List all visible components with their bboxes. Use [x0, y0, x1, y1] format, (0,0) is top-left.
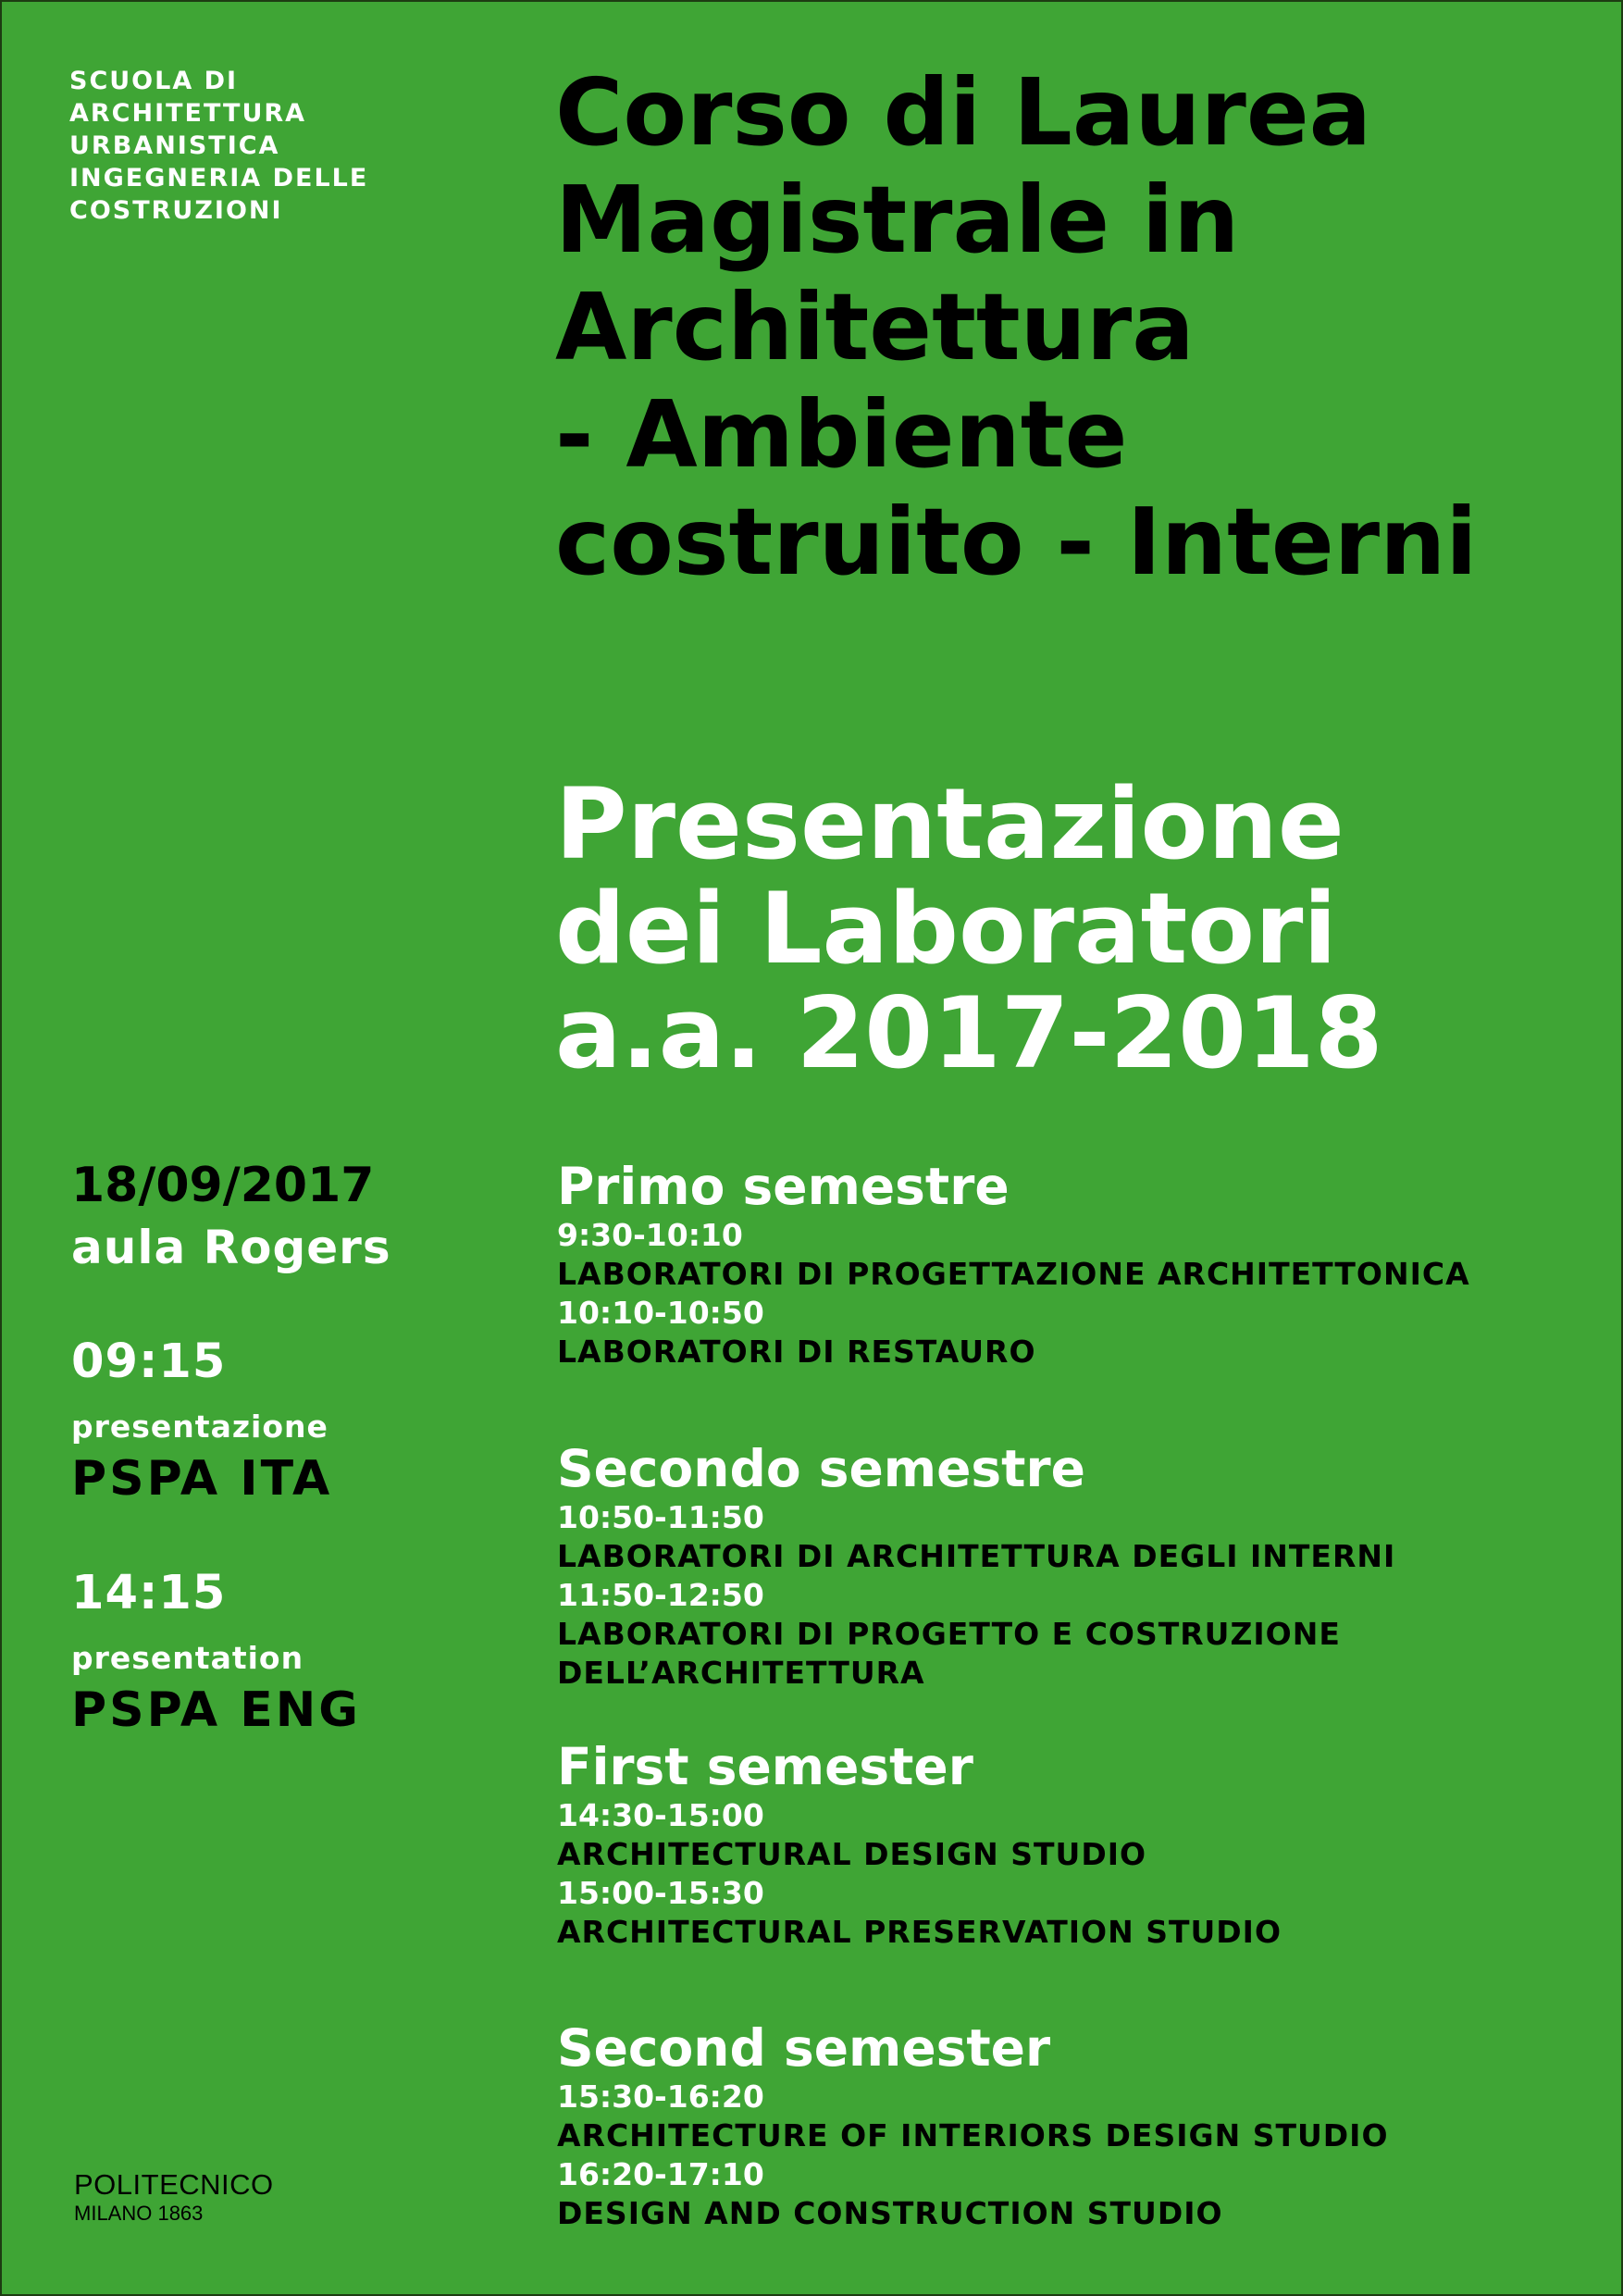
event-date: 18/09/2017: [71, 1158, 375, 1213]
course-title: [555, 59, 1610, 596]
slot-title: ARCHITECTURE OF INTERIORS DESIGN STUDIO: [557, 2117, 1389, 2153]
session-program: PSPA ITA: [71, 1451, 333, 1507]
slot-time: 11:50-12:50: [557, 1577, 764, 1613]
course-title-line: - Ambiente: [555, 380, 1128, 489]
session-program: PSPA ENG: [71, 1682, 361, 1738]
schedule-section: [557, 1157, 1593, 1371]
event-title: [555, 767, 1610, 1090]
slot-time: 16:20-17:10: [557, 2156, 764, 2192]
section-heading: Secondo semestre: [557, 1439, 1085, 1498]
slot-title: LABORATORI DI ARCHITETTURA DEGLI INTERNI: [557, 1538, 1396, 1574]
course-title-line: Magistrale in: [555, 166, 1240, 274]
course-title-line: Architettura: [555, 273, 1195, 381]
slot-time: 10:10-10:50: [557, 1295, 764, 1331]
slot-time: 10:50-11:50: [557, 1499, 764, 1535]
slot-title: LABORATORI DI PROGETTAZIONE ARCHITETTONICA: [557, 1256, 1470, 1292]
course-title-line: Corso di Laurea: [555, 58, 1372, 167]
schedule-section: [557, 2018, 1593, 2233]
slot-time: 14:30-15:00: [557, 1797, 764, 1833]
schedule-section: [557, 1439, 1593, 1693]
section-heading: Second semester: [557, 2018, 1051, 2078]
session-time: 09:15: [71, 1334, 227, 1389]
logo-name: POLITECNICO: [74, 2168, 274, 2201]
school-line: URBANISTICA: [69, 131, 280, 160]
event-title-line: a.a. 2017-2018: [555, 976, 1383, 1090]
course-title-line: costruito - Interni: [555, 488, 1478, 596]
slot-time: 15:30-16:20: [557, 2079, 764, 2115]
session-time: 14:15: [71, 1566, 227, 1620]
event-title-line: dei Laboratori: [555, 872, 1337, 986]
slot-title: ARCHITECTURAL DESIGN STUDIO: [557, 1836, 1147, 1872]
school-name: [69, 65, 403, 227]
slot-title: DELL’ARCHITETTURA: [557, 1655, 925, 1691]
schedule-section: [557, 1737, 1593, 1952]
slot-time: 15:00-15:30: [557, 1875, 764, 1911]
session-label: presentation: [71, 1640, 304, 1676]
event-title-line: Presentazione: [555, 767, 1344, 881]
slot-time: 9:30-10:10: [557, 1217, 743, 1253]
school-line: INGEGNERIA DELLE: [69, 164, 369, 192]
school-line: COSTRUZIONI: [69, 196, 283, 225]
slot-title: LABORATORI DI RESTAURO: [557, 1334, 1036, 1370]
section-heading: Primo semestre: [557, 1157, 1010, 1216]
slot-title: LABORATORI DI PROGETTO E COSTRUZIONE: [557, 1616, 1341, 1652]
section-heading: First semester: [557, 1737, 973, 1796]
slot-title: ARCHITECTURAL PRESERVATION STUDIO: [557, 1914, 1282, 1950]
slot-title: DESIGN AND CONSTRUCTION STUDIO: [557, 2195, 1223, 2231]
session-label: presentazione: [71, 1409, 328, 1445]
politecnico-logo: [74, 2168, 274, 2226]
school-line: ARCHITETTURA: [69, 99, 307, 128]
logo-subtitle: MILANO 1863: [74, 2202, 204, 2225]
event-room: aula Rogers: [71, 1221, 391, 1274]
school-line: SCUOLA DI: [69, 67, 239, 95]
